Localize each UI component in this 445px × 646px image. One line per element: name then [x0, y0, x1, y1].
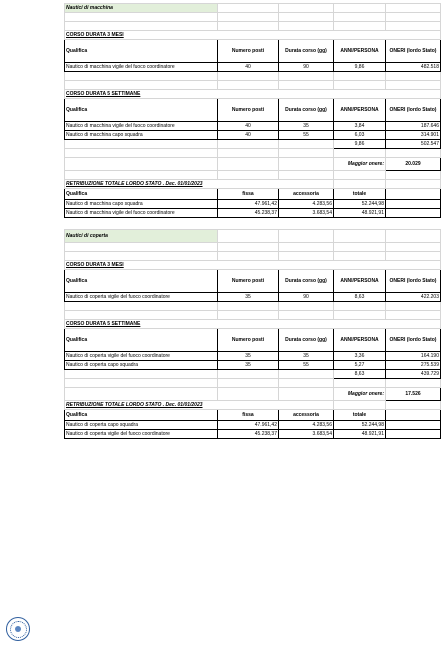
sheet-macchina	[64, 3, 441, 218]
header-durata: Durata corso (gg)	[279, 40, 334, 63]
total-oneri: 439.729	[386, 370, 441, 379]
table-cell: Nautico di macchina vigile del fuoco coordinatore	[65, 63, 218, 72]
header-numero-posti: Numero posti	[218, 40, 279, 63]
header-qualifica: Qualifica	[65, 99, 218, 122]
header-numero-posti: Numero posti	[218, 270, 279, 293]
table-cell: 47.961,42	[218, 200, 279, 209]
table-cell: Nautico di macchina vigile del fuoco coordinatore	[65, 122, 218, 131]
table-cell: 45.238,37	[218, 430, 279, 439]
table-cell: Nautico di coperta capo squadra	[65, 421, 218, 430]
section-title: Nautici di macchina	[65, 4, 218, 13]
retribuzione-title: RETRIBUZIONE TOTALE LORDO STATO . Dec. 01/01/2023	[65, 180, 334, 189]
total-oneri: 502.547	[386, 140, 441, 149]
table-cell: 45.238,37	[218, 209, 279, 218]
table-cell: Nautico di macchina capo squadra	[65, 131, 218, 140]
table-cell: Nautico di macchina vigile del fuoco coordinatore	[65, 209, 218, 218]
table-cell: Nautico di macchina capo squadra	[65, 200, 218, 209]
header-anni-persona: ANNI/PERSONA	[334, 270, 386, 293]
table-cell: 55	[279, 361, 334, 370]
table-cell: 314.901	[386, 131, 441, 140]
table-cell: 35	[218, 352, 279, 361]
total-anni-persona: 9,86	[334, 140, 386, 149]
table-cell: 52.244,98	[334, 200, 386, 209]
table-cell: 4.283,56	[279, 200, 334, 209]
table-cell: 35	[279, 122, 334, 131]
sheet-coperta	[64, 229, 441, 439]
table-cell: 4.283,56	[279, 421, 334, 430]
table-cell: Nautico di coperta vigile del fuoco coordinatore	[65, 352, 218, 361]
header-accessoria: accessoria	[279, 410, 334, 421]
table-cell: 40	[218, 122, 279, 131]
table-cell: 164.190	[386, 352, 441, 361]
header-durata: Durata corso (gg)	[279, 329, 334, 352]
table-cell: 40	[218, 63, 279, 72]
table-cell: 9,86	[334, 63, 386, 72]
table-cell: 482.518	[386, 63, 441, 72]
table-cell: Nautico di coperta capo squadra	[65, 361, 218, 370]
header-qualifica: Qualifica	[65, 410, 218, 421]
header-numero-posti: Numero posti	[218, 329, 279, 352]
table-cell: 3.683,54	[279, 430, 334, 439]
table-cell: 3,36	[334, 352, 386, 361]
header-oneri: ONERI (lordo Stato)	[386, 270, 441, 293]
header-oneri: ONERI (lordo Stato)	[386, 329, 441, 352]
course-title-5-settimane: CORSO DURATA 5 SETTIMANE	[65, 90, 441, 99]
table-cell: 90	[279, 63, 334, 72]
table-cell: 275.539	[386, 361, 441, 370]
section-title: Nautici di coperta	[65, 230, 218, 243]
header-anni-persona: ANNI/PERSONA	[334, 329, 386, 352]
header-numero-posti: Numero posti	[218, 99, 279, 122]
table-cell: 47.961,42	[218, 421, 279, 430]
header-anni-persona: ANNI/PERSONA	[334, 99, 386, 122]
table-cell: 422.203	[386, 293, 441, 302]
header-fissa: fissa	[218, 410, 279, 421]
table-cell: 52.244,98	[334, 421, 386, 430]
header-qualifica: Qualifica	[65, 270, 218, 293]
header-oneri: ONERI (lordo Stato)	[386, 99, 441, 122]
maggior-onere-label: Maggior onere:	[334, 388, 386, 401]
header-totale: totale	[334, 410, 386, 421]
table-cell: Nautico di coperta vigile del fuoco coordinatore	[65, 293, 218, 302]
table-cell: 48.921,91	[334, 209, 386, 218]
header-totale: totale	[334, 189, 386, 200]
table-cell: 3,84	[334, 122, 386, 131]
table-cell: 48.921,91	[334, 430, 386, 439]
table-cell: 40	[218, 131, 279, 140]
header-qualifica: Qualifica	[65, 189, 218, 200]
course-title-5-settimane: CORSO DURATA 5 SETTIMANE	[65, 320, 441, 329]
header-durata: Durata corso (gg)	[279, 99, 334, 122]
header-anni-persona: ANNI/PERSONA	[334, 40, 386, 63]
table-cell: 8,63	[334, 293, 386, 302]
table-cell: 187.646	[386, 122, 441, 131]
official-seal-icon	[6, 617, 30, 641]
header-durata: Durata corso (gg)	[279, 270, 334, 293]
course-title-3-mesi: CORSO DURATA 3 MESI	[65, 261, 441, 270]
table-cell: 55	[279, 131, 334, 140]
table-cell: 35	[279, 352, 334, 361]
header-fissa: fissa	[218, 189, 279, 200]
total-anni-persona: 8,63	[334, 370, 386, 379]
header-oneri: ONERI (lordo Stato)	[386, 40, 441, 63]
course-title-3-mesi: CORSO DURATA 3 MESI	[65, 31, 441, 40]
maggior-onere-value: 17.526	[386, 388, 441, 401]
header-accessoria: accessoria	[279, 189, 334, 200]
table-cell: 90	[279, 293, 334, 302]
table-cell: 6,03	[334, 131, 386, 140]
header-qualifica: Qualifica	[65, 40, 218, 63]
header-qualifica: Qualifica	[65, 329, 218, 352]
table-cell: 5,27	[334, 361, 386, 370]
retribuzione-title: RETRIBUZIONE TOTALE LORDO STATO . Dec. 01/01/2023	[65, 401, 334, 410]
maggior-onere-value: 20.029	[386, 158, 441, 171]
table-cell: 3.683,54	[279, 209, 334, 218]
table-cell: 35	[218, 293, 279, 302]
table-cell: 35	[218, 361, 279, 370]
maggior-onere-label: Maggior onere:	[334, 158, 386, 171]
table-cell: Nautico di coperta vigile del fuoco coordinatore	[65, 430, 218, 439]
